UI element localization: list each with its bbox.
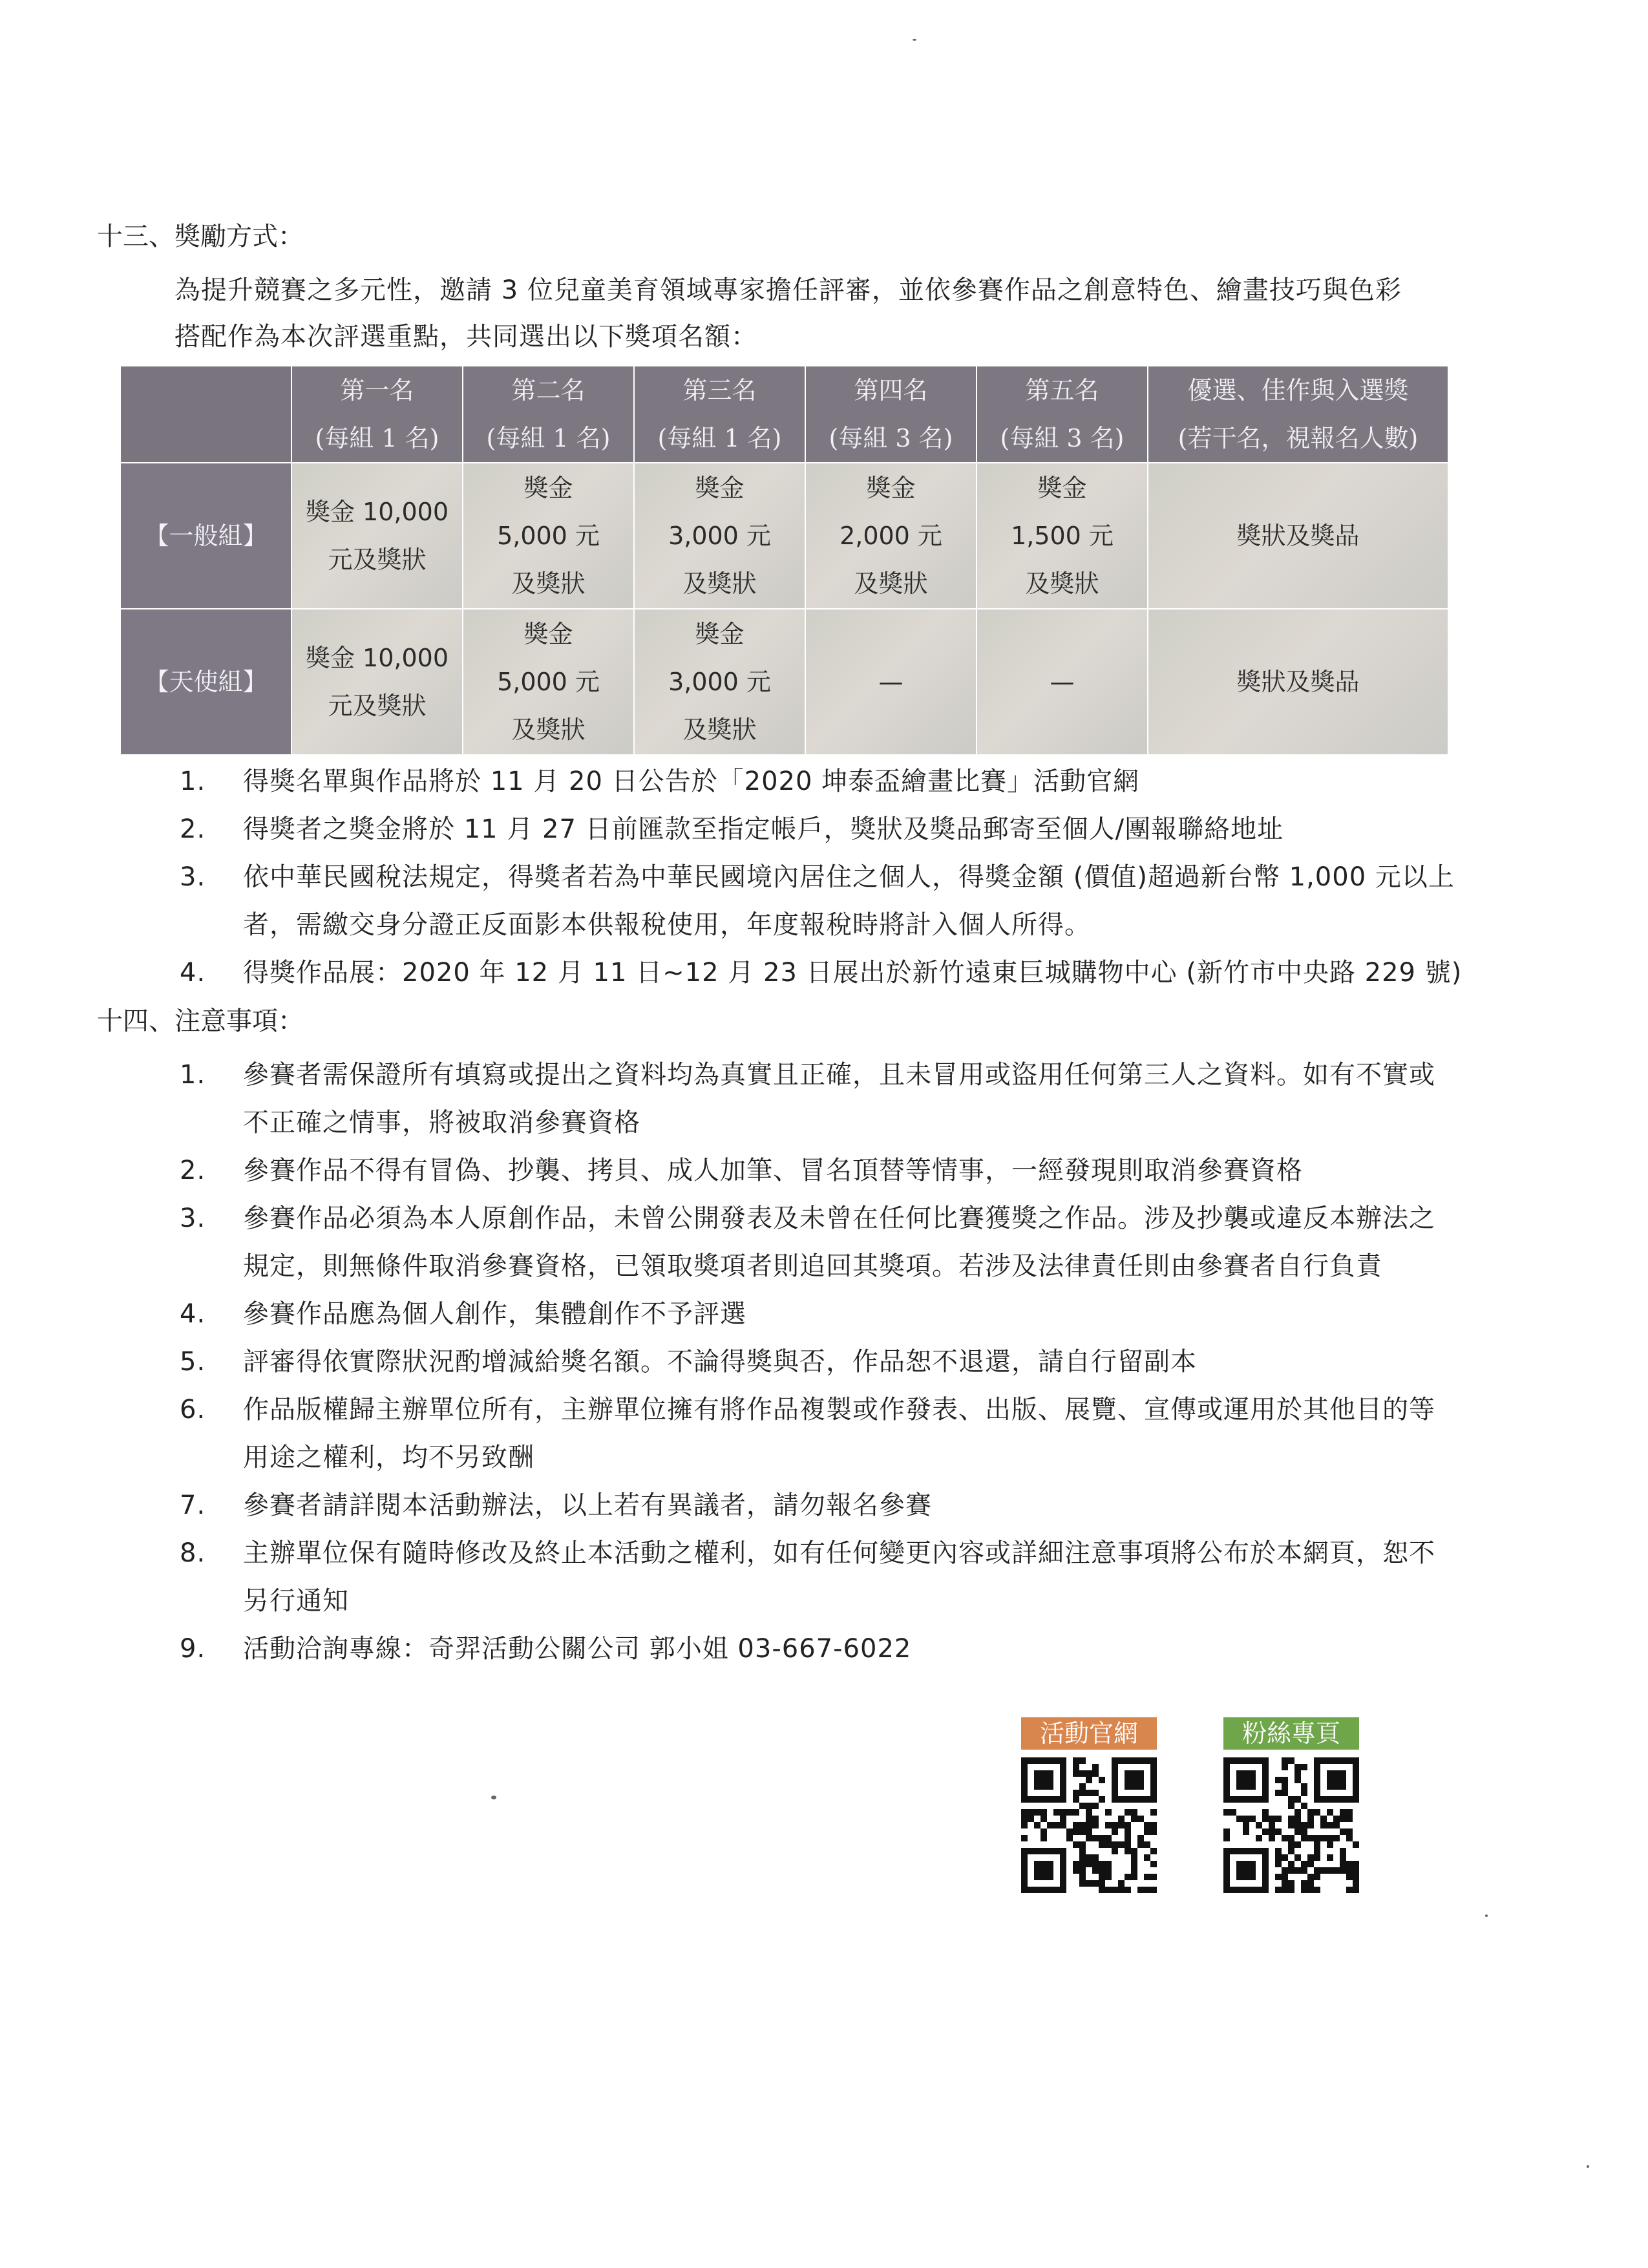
- list-item: [180, 805, 1462, 853]
- list-item: [180, 1625, 1435, 1673]
- scan-speck: [1587, 2165, 1589, 2168]
- award-cell: [634, 463, 805, 609]
- award-cell-text: 獎金 1,500 元 及獎狀: [1011, 474, 1114, 598]
- award-table-header-row: [120, 366, 1448, 463]
- scan-speck: [913, 39, 916, 41]
- award-cell-text: 獎金 3,000 元 及獎狀: [668, 620, 771, 744]
- section-13-heading: 十三、獎勵方式：: [97, 222, 304, 251]
- award-cell: [805, 609, 977, 755]
- award-header-cell: [634, 366, 805, 463]
- list-item: [180, 1194, 1435, 1290]
- list-item-text: 參賽者請詳閱本活動辦法，以上若有異議者，請勿報名參賽: [243, 1490, 932, 1520]
- list-item-number: 4.: [180, 1299, 206, 1329]
- award-header-title: 第三名: [682, 376, 757, 405]
- list-item-text: 作品版權歸主辦單位所有，主辦單位擁有將作品複製或作發表、出版、展覽、宣傳或運用於其他目的等 用途之權利，均不另致酬: [243, 1395, 1435, 1472]
- qr-label: 活動官網: [1021, 1717, 1157, 1750]
- list-item-number: 2.: [180, 814, 206, 844]
- award-cell: [1148, 609, 1448, 755]
- list-item: [180, 1386, 1435, 1481]
- award-cell-text: 獎金 2,000 元 及獎狀: [840, 474, 942, 598]
- list-item-number: 3.: [180, 1203, 206, 1233]
- award-row-general: [120, 463, 1448, 609]
- award-cell-text: 獎狀及獎品: [1236, 668, 1360, 696]
- award-cell-text: 獎金 3,000 元 及獎狀: [668, 474, 771, 598]
- list-item-number: 6.: [180, 1395, 206, 1425]
- list-item-number: 2.: [180, 1156, 206, 1185]
- section-14-heading: 十四、注意事項：: [97, 1006, 304, 1036]
- list-item: [180, 949, 1462, 997]
- award-group-label: 【一般組】: [120, 463, 291, 609]
- award-row-angel: [120, 609, 1448, 755]
- award-header-quota: (每組 1 名): [315, 424, 439, 452]
- award-header-quota: (若干名，視報名人數): [1178, 424, 1419, 452]
- list-item: [180, 1529, 1435, 1625]
- award-group-label: 【天使組】: [120, 609, 291, 755]
- list-item-number: 1.: [180, 1060, 206, 1090]
- award-cell: [463, 463, 634, 609]
- official-site-qr[interactable]: [1021, 1717, 1157, 1893]
- list-item-text: 參賽作品應為個人創作，集體創作不予評選: [243, 1299, 746, 1329]
- award-table: [120, 365, 1449, 756]
- list-item-text: 評審得依實際狀況酌增減給獎名額。不論得獎與否，作品恕不退還，請自行留副本: [243, 1347, 1197, 1377]
- list-item: [180, 1290, 1435, 1338]
- award-table-corner: [120, 366, 291, 463]
- award-header-title: 第一名: [340, 376, 414, 405]
- award-header-title: 優選、佳作與入選獎: [1187, 376, 1409, 405]
- list-item-text: 得獎作品展：2020 年 12 月 11 日~12 月 23 日展出於新竹遠東巨城購物中心 (新竹市中央路 229 號): [243, 958, 1463, 988]
- list-item-text: 參賽作品必須為本人原創作品，未曾公開發表及未曾在任何比賽獲獎之作品。涉及抄襲或違反本辦法之 規定，則無條件取消參賽資格，已領取獎項者則追回其獎項。若涉及法律責任則由參賽者自行負責: [243, 1203, 1435, 1281]
- list-item-number: 7.: [180, 1490, 206, 1520]
- list-item: [180, 1147, 1435, 1194]
- list-item-number: 1.: [180, 767, 206, 796]
- list-item: [180, 853, 1462, 949]
- fan-page-qr[interactable]: [1223, 1717, 1359, 1893]
- award-header-quota: (每組 3 名): [829, 424, 953, 452]
- award-cell: [805, 463, 977, 609]
- award-header-title: 第五名: [1025, 376, 1099, 405]
- award-cell: [291, 609, 463, 755]
- award-cell: [634, 609, 805, 755]
- award-cell: [291, 463, 463, 609]
- award-header-title: 第四名: [854, 376, 928, 405]
- list-item-number: 9.: [180, 1634, 206, 1664]
- award-cell-text: 獎金 5,000 元 及獎狀: [497, 620, 600, 744]
- list-item: [180, 758, 1462, 805]
- list-item-text: 得獎名單與作品將於 11 月 20 日公告於「2020 坤泰盃繪畫比賽」活動官網: [243, 767, 1140, 796]
- list-item-number: 5.: [180, 1347, 206, 1377]
- list-item-number: 3.: [180, 862, 206, 892]
- list-item-text: 參賽者需保證所有填寫或提出之資料均為真實且正確，且未冒用或盜用任何第三人之資料。如有不實或 不正確之情事，將被取消參賽資格: [243, 1060, 1435, 1138]
- award-cell-text: —: [1050, 668, 1075, 696]
- award-cell-text: —: [878, 668, 903, 696]
- list-item-text: 依中華民國稅法規定，得獎者若為中華民國境內居住之個人，得獎金額 (價值)超過新台幣 1,000 元以上 者，需繳交身分證正反面影本供報稅使用，年度報稅時將計入個人所得。: [243, 862, 1455, 940]
- award-header-quota: (每組 3 名): [1000, 424, 1125, 452]
- award-cell: [977, 463, 1148, 609]
- list-item-text: 得獎者之獎金將於 11 月 27 日前匯款至指定帳戶，獎狀及獎品郵寄至個人/團報聯絡地址: [243, 814, 1284, 844]
- award-cell-text: 獎金 5,000 元 及獎狀: [497, 474, 600, 598]
- scan-speck: [491, 1796, 496, 1799]
- award-header-cell: [291, 366, 463, 463]
- notice-list: [180, 1051, 1435, 1673]
- award-header-title: 第二名: [511, 376, 586, 405]
- list-item-number: 4.: [180, 958, 206, 988]
- award-notes-list: [180, 758, 1462, 997]
- award-header-cell: [1148, 366, 1448, 463]
- award-cell-text: 獎金 10,000 元及獎狀: [305, 498, 449, 574]
- award-cell: [1148, 463, 1448, 609]
- award-cell-text: 獎金 10,000 元及獎狀: [305, 644, 449, 720]
- section-13-intro-line-2: 搭配作為本次評選重點，共同選出以下獎項名額：: [174, 322, 757, 352]
- list-item-number: 8.: [180, 1538, 206, 1568]
- award-header-quota: (每組 1 名): [657, 424, 782, 452]
- award-cell: [463, 609, 634, 755]
- award-header-quota: (每組 1 名): [486, 424, 611, 452]
- list-item: [180, 1051, 1435, 1147]
- award-header-cell: [977, 366, 1148, 463]
- qr-code-icon: [1223, 1757, 1359, 1893]
- award-cell-text: 獎狀及獎品: [1236, 522, 1360, 550]
- award-header-cell: [463, 366, 634, 463]
- qr-label: 粉絲專頁: [1223, 1717, 1359, 1750]
- scan-speck: [1485, 1914, 1488, 1917]
- section-13-intro-line-1: 為提升競賽之多元性，邀請 3 位兒童美育領域專家擔任評審，並依參賽作品之創意特色、繪畫技巧與色彩: [174, 275, 1402, 305]
- list-item: [180, 1338, 1435, 1386]
- list-item-text: 主辦單位保有隨時修改及終止本活動之權利，如有任何變更內容或詳細注意事項將公布於本網頁，恕不 另行通知: [243, 1538, 1435, 1616]
- list-item-text: 參賽作品不得有冒偽、抄襲、拷貝、成人加筆、冒名頂替等情事，一經發現則取消參賽資格: [243, 1156, 1303, 1185]
- award-header-cell: [805, 366, 977, 463]
- award-cell: [977, 609, 1148, 755]
- qr-code-icon: [1021, 1757, 1157, 1893]
- list-item-text: 活動洽詢專線：奇羿活動公關公司 郭小姐 03-667-6022: [243, 1634, 912, 1664]
- list-item: [180, 1481, 1435, 1529]
